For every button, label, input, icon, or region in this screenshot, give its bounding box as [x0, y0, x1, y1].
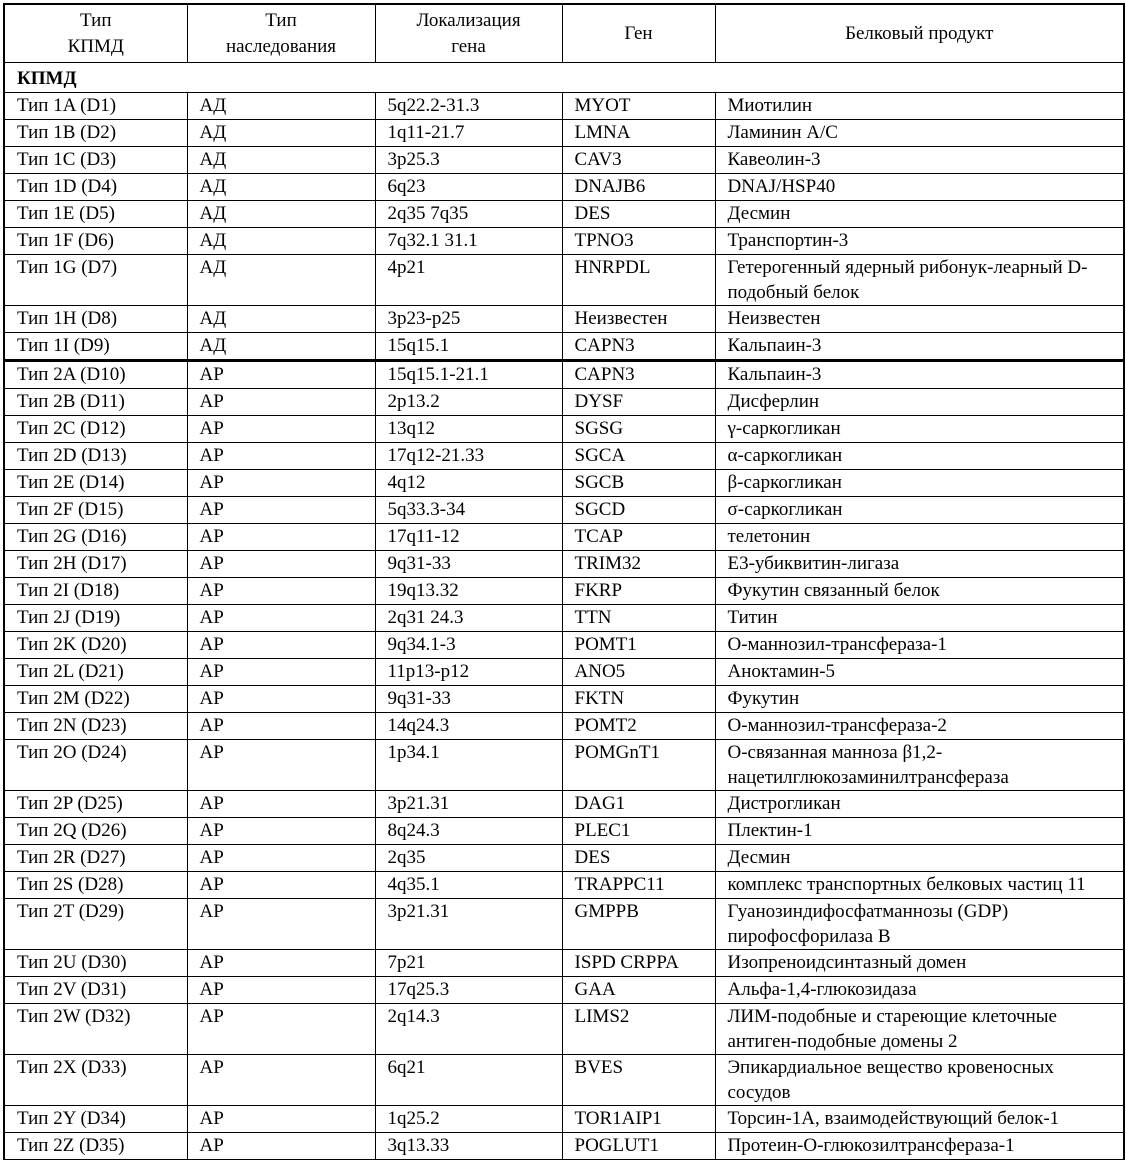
cell-locus: 2q35: [375, 845, 562, 872]
cell-protein: Титин: [715, 605, 1124, 632]
cell-type: Тип 2U (D30): [4, 950, 187, 977]
cell-inheritance: АР: [187, 713, 375, 740]
header-type-lgmd: [4, 4, 187, 63]
cell-protein: Гетерогенный ядерный рибонук-леарный D-подобный белок: [715, 255, 1124, 306]
header-gene: [562, 4, 715, 63]
cell-gene: TOR1AIP1: [562, 1106, 715, 1133]
cell-inheritance: АД: [187, 255, 375, 306]
cell-inheritance: АР: [187, 818, 375, 845]
cell-gene: POGLUT1: [562, 1133, 715, 1160]
cell-type: Тип 2M (D22): [4, 686, 187, 713]
cell-gene: SGCA: [562, 443, 715, 470]
cell-inheritance: АР: [187, 1004, 375, 1055]
cell-locus: 19q13.32: [375, 578, 562, 605]
header-line: Тип: [265, 9, 297, 31]
header-line: Локализация: [416, 9, 521, 31]
cell-type: Тип 2Y (D34): [4, 1106, 187, 1133]
cell-inheritance: АР: [187, 1055, 375, 1106]
cell-gene: GAA: [562, 977, 715, 1004]
table-row: [4, 1055, 1124, 1106]
cell-inheritance: АР: [187, 899, 375, 950]
cell-locus: 5q22.2-31.3: [375, 93, 562, 120]
cell-locus: 1q25.2: [375, 1106, 562, 1133]
cell-protein: Фукутин связанный белок: [715, 578, 1124, 605]
cell-gene: TRAPPC11: [562, 872, 715, 899]
header-line: гена: [451, 35, 486, 57]
cell-protein: β-саркогликан: [715, 470, 1124, 497]
cell-gene: DYSF: [562, 389, 715, 416]
cell-protein: α-саркогликан: [715, 443, 1124, 470]
cell-gene: LMNA: [562, 120, 715, 147]
cell-locus: 6q23: [375, 174, 562, 201]
cell-gene: POMGnT1: [562, 740, 715, 791]
cell-locus: 2p13.2: [375, 389, 562, 416]
cell-gene: SGCB: [562, 470, 715, 497]
cell-gene: TCAP: [562, 524, 715, 551]
cell-inheritance: АР: [187, 470, 375, 497]
cell-locus: 9q31-33: [375, 551, 562, 578]
cell-gene: DES: [562, 845, 715, 872]
cell-locus: 2q35 7q35: [375, 201, 562, 228]
cell-protein: Кавеолин-3: [715, 147, 1124, 174]
cell-inheritance: АР: [187, 977, 375, 1004]
cell-protein: Неизвестен: [715, 306, 1124, 333]
cell-locus: 17q25.3: [375, 977, 562, 1004]
cell-inheritance: АД: [187, 147, 375, 174]
cell-gene: FKRP: [562, 578, 715, 605]
cell-inheritance: АР: [187, 389, 375, 416]
cell-protein: σ-саркогликан: [715, 497, 1124, 524]
header-inheritance: [187, 4, 375, 63]
cell-gene: DES: [562, 201, 715, 228]
cell-locus: 4q12: [375, 470, 562, 497]
cell-protein: Плектин-1: [715, 818, 1124, 845]
cell-type: Тип 1B (D2): [4, 120, 187, 147]
cell-locus: 11p13-p12: [375, 659, 562, 686]
cell-type: Тип 2R (D27): [4, 845, 187, 872]
cell-locus: 3p25.3: [375, 147, 562, 174]
cell-type: Тип 2G (D16): [4, 524, 187, 551]
cell-locus: 7p21: [375, 950, 562, 977]
cell-type: Тип 1E (D5): [4, 201, 187, 228]
cell-protein: Десмин: [715, 845, 1124, 872]
cell-protein: DNAJ/HSP40: [715, 174, 1124, 201]
cell-locus: 2q14.3: [375, 1004, 562, 1055]
cell-type: Тип 2N (D23): [4, 713, 187, 740]
cell-inheritance: АР: [187, 1133, 375, 1160]
cell-inheritance: АР: [187, 872, 375, 899]
cell-type: Тип 1D (D4): [4, 174, 187, 201]
cell-protein: Десмин: [715, 201, 1124, 228]
header-line: наследования: [225, 35, 337, 57]
cell-protein: O-связанная манноза β1,2-нацетилглюкозаминилтрансфераза: [715, 740, 1124, 791]
cell-type: Тип 2S (D28): [4, 872, 187, 899]
table-row: [4, 497, 1124, 524]
cell-type: Тип 2I (D18): [4, 578, 187, 605]
cell-type: Тип 2L (D21): [4, 659, 187, 686]
table-row: [4, 551, 1124, 578]
cell-locus: 13q12: [375, 416, 562, 443]
cell-locus: 3p21.31: [375, 899, 562, 950]
cell-gene: DNAJB6: [562, 174, 715, 201]
cell-gene: ANO5: [562, 659, 715, 686]
header-line: Ген: [624, 22, 653, 44]
cell-inheritance: АД: [187, 228, 375, 255]
cell-protein: Гуанозиндифосфатманнозы (GDP) пирофосфорилаза B: [715, 899, 1124, 950]
cell-gene: CAPN3: [562, 333, 715, 361]
cell-protein: O-маннозил-трансфераза-2: [715, 713, 1124, 740]
cell-gene: TRIM32: [562, 551, 715, 578]
cell-locus: 15q15.1-21.1: [375, 361, 562, 389]
cell-gene: DAG1: [562, 791, 715, 818]
cell-protein: Фукутин: [715, 686, 1124, 713]
cell-inheritance: АР: [187, 578, 375, 605]
cell-gene: HNRPDL: [562, 255, 715, 306]
cell-inheritance: АР: [187, 659, 375, 686]
cell-inheritance: АД: [187, 120, 375, 147]
cell-inheritance: АР: [187, 740, 375, 791]
cell-gene: POMT2: [562, 713, 715, 740]
section-label: КПМД: [4, 63, 1124, 93]
cell-locus: 3q13.33: [375, 1133, 562, 1160]
cell-locus: 9q31-33: [375, 686, 562, 713]
cell-inheritance: АД: [187, 93, 375, 120]
cell-gene: Неизвестен: [562, 306, 715, 333]
cell-type: Тип 2W (D32): [4, 1004, 187, 1055]
cell-locus: 17q11-12: [375, 524, 562, 551]
table-row: [4, 872, 1124, 899]
table-row: [4, 524, 1124, 551]
cell-inheritance: АР: [187, 632, 375, 659]
cell-inheritance: АД: [187, 174, 375, 201]
cell-locus: 14q24.3: [375, 713, 562, 740]
table-header: [4, 4, 1124, 63]
cell-gene: TPNO3: [562, 228, 715, 255]
table-row: [4, 470, 1124, 497]
cell-protein: E3-убиквитин-лигаза: [715, 551, 1124, 578]
cell-protein: Транспортин-3: [715, 228, 1124, 255]
table-row: [4, 632, 1124, 659]
cell-gene: POMT1: [562, 632, 715, 659]
table-row: [4, 306, 1124, 333]
cell-type: Тип 2P (D25): [4, 791, 187, 818]
header-line: КПМД: [67, 35, 124, 57]
table-row: [4, 1004, 1124, 1055]
cell-inheritance: АР: [187, 497, 375, 524]
cell-inheritance: АР: [187, 686, 375, 713]
cell-inheritance: АР: [187, 524, 375, 551]
cell-type: Тип 1I (D9): [4, 333, 187, 361]
cell-type: Тип 2C (D12): [4, 416, 187, 443]
cell-protein: телетонин: [715, 524, 1124, 551]
table-row: [4, 201, 1124, 228]
cell-locus: 8q24.3: [375, 818, 562, 845]
header-line: Тип: [80, 9, 112, 31]
cell-type: Тип 1C (D3): [4, 147, 187, 174]
cell-inheritance: АР: [187, 845, 375, 872]
header-row: [4, 4, 1124, 63]
cell-gene: SGCD: [562, 497, 715, 524]
cell-gene: PLEC1: [562, 818, 715, 845]
cell-protein: Дистрогликан: [715, 791, 1124, 818]
cell-locus: 9q34.1-3: [375, 632, 562, 659]
cell-type: Тип 2D (D13): [4, 443, 187, 470]
cell-type: Тип 2F (D15): [4, 497, 187, 524]
cell-protein: O-маннозил-трансфераза-1: [715, 632, 1124, 659]
header-line: Белковый продукт: [845, 22, 994, 44]
cell-inheritance: АР: [187, 950, 375, 977]
table-row: [4, 740, 1124, 791]
table-row: [4, 578, 1124, 605]
cell-protein: Торсин-1A, взаимодействующий белок-1: [715, 1106, 1124, 1133]
cell-locus: 15q15.1: [375, 333, 562, 361]
header-protein-product: [715, 4, 1124, 63]
cell-locus: 1p34.1: [375, 740, 562, 791]
cell-type: Тип 2J (D19): [4, 605, 187, 632]
cell-gene: ISPD CRPPA: [562, 950, 715, 977]
cell-type: Тип 1A (D1): [4, 93, 187, 120]
table-row: [4, 416, 1124, 443]
cell-inheritance: АД: [187, 201, 375, 228]
cell-locus: 3p23-p25: [375, 306, 562, 333]
cell-type: Тип 2E (D14): [4, 470, 187, 497]
cell-inheritance: АР: [187, 443, 375, 470]
cell-locus: 17q12-21.33: [375, 443, 562, 470]
table-row: [4, 845, 1124, 872]
cell-protein: Кальпаин-3: [715, 333, 1124, 361]
cell-locus: 1q11-21.7: [375, 120, 562, 147]
cell-gene: LIMS2: [562, 1004, 715, 1055]
table-row: [4, 443, 1124, 470]
cell-protein: Кальпаин-3: [715, 361, 1124, 389]
table-row: [4, 1133, 1124, 1160]
table-row: [4, 255, 1124, 306]
table-row: [4, 1106, 1124, 1133]
table-row: [4, 147, 1124, 174]
cell-protein: Ламинин A/C: [715, 120, 1124, 147]
cell-type: Тип 2B (D11): [4, 389, 187, 416]
cell-type: Тип 1F (D6): [4, 228, 187, 255]
cell-protein: γ-саркогликан: [715, 416, 1124, 443]
cell-locus: 3p21.31: [375, 791, 562, 818]
cell-type: Тип 2X (D33): [4, 1055, 187, 1106]
cell-gene: SGSG: [562, 416, 715, 443]
cell-inheritance: АД: [187, 333, 375, 361]
cell-locus: 4q35.1: [375, 872, 562, 899]
cell-type: Тип 1H (D8): [4, 306, 187, 333]
table-row: [4, 686, 1124, 713]
table-row: [4, 713, 1124, 740]
cell-protein: Дисферлин: [715, 389, 1124, 416]
table-row: [4, 899, 1124, 950]
header-gene-locus: [375, 4, 562, 63]
table-row: [4, 791, 1124, 818]
cell-protein: Эпикардиальное вещество кровеносных сосудов: [715, 1055, 1124, 1106]
cell-gene: GMPPB: [562, 899, 715, 950]
cell-type: Тип 1G (D7): [4, 255, 187, 306]
lgmd-gene-table: [3, 3, 1125, 1160]
table-row: [4, 659, 1124, 686]
table-row: [4, 361, 1124, 389]
cell-gene: CAV3: [562, 147, 715, 174]
cell-type: Тип 2V (D31): [4, 977, 187, 1004]
table-row: [4, 228, 1124, 255]
cell-protein: Изопреноидсинтазный домен: [715, 950, 1124, 977]
cell-protein: комплекс транспортных белковых частиц 11: [715, 872, 1124, 899]
cell-type: Тип 2K (D20): [4, 632, 187, 659]
cell-type: Тип 2T (D29): [4, 899, 187, 950]
cell-type: Тип 2A (D10): [4, 361, 187, 389]
cell-protein: ЛИМ-подобные и стареющие клеточные антиген-подобные домены 2: [715, 1004, 1124, 1055]
table-row: [4, 977, 1124, 1004]
cell-inheritance: АР: [187, 416, 375, 443]
cell-inheritance: АР: [187, 361, 375, 389]
cell-inheritance: АР: [187, 791, 375, 818]
cell-protein: Аноктамин-5: [715, 659, 1124, 686]
table-row: [4, 389, 1124, 416]
table-row: [4, 818, 1124, 845]
cell-locus: 6q21: [375, 1055, 562, 1106]
cell-inheritance: АР: [187, 1106, 375, 1133]
section-row: [4, 63, 1124, 93]
cell-inheritance: АР: [187, 605, 375, 632]
cell-gene: BVES: [562, 1055, 715, 1106]
table-row: [4, 120, 1124, 147]
cell-locus: 2q31 24.3: [375, 605, 562, 632]
cell-locus: 7q32.1 31.1: [375, 228, 562, 255]
cell-protein: Протеин-O-глюкозилтрансфераза-1: [715, 1133, 1124, 1160]
table-row: [4, 174, 1124, 201]
cell-type: Тип 2Q (D26): [4, 818, 187, 845]
cell-protein: Миотилин: [715, 93, 1124, 120]
cell-type: Тип 2Z (D35): [4, 1133, 187, 1160]
cell-type: Тип 2H (D17): [4, 551, 187, 578]
cell-inheritance: АР: [187, 551, 375, 578]
cell-type: Тип 2O (D24): [4, 740, 187, 791]
table-row: [4, 605, 1124, 632]
cell-gene: MYOT: [562, 93, 715, 120]
cell-inheritance: АД: [187, 306, 375, 333]
cell-protein: Альфа-1,4-глюкозидаза: [715, 977, 1124, 1004]
cell-locus: 4p21: [375, 255, 562, 306]
table-body: [4, 63, 1124, 1160]
cell-gene: CAPN3: [562, 361, 715, 389]
table-row: [4, 950, 1124, 977]
cell-gene: FKTN: [562, 686, 715, 713]
cell-locus: 5q33.3-34: [375, 497, 562, 524]
table-row: [4, 93, 1124, 120]
table-row: [4, 333, 1124, 361]
cell-gene: TTN: [562, 605, 715, 632]
